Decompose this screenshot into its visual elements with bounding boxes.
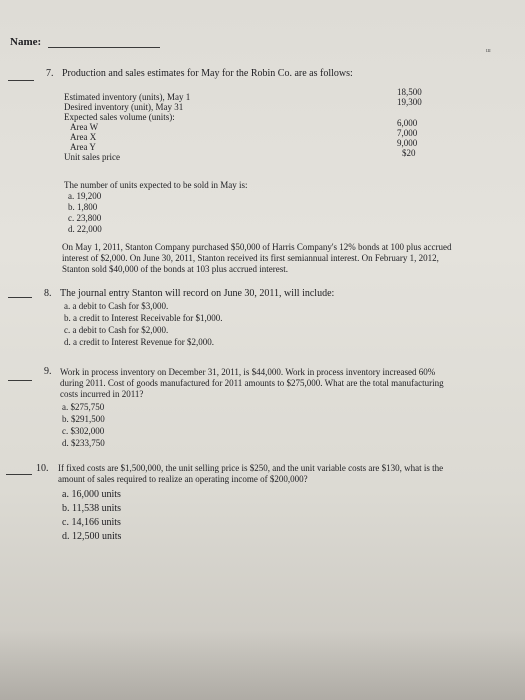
q7-row-value: $20 xyxy=(402,148,416,158)
q9-option: d. $233,750 xyxy=(62,438,105,448)
q8-option: c. a debit to Cash for $2,000. xyxy=(64,325,169,335)
corner-mark: ш xyxy=(486,48,491,54)
page-shadow xyxy=(0,630,525,700)
q8-option: b. a credit to Interest Receivable for $1,000. xyxy=(64,313,223,323)
q7-option: a. 19,200 xyxy=(68,191,102,201)
q10-option: c. 14,166 units xyxy=(62,517,121,528)
q9-prompt-line: during 2011. Cost of goods manufactured for 2011 amounts to $275,000. What are the total manufacturing xyxy=(60,378,444,388)
q8-prompt: The journal entry Stanton will record on June 30, 2011, will include: xyxy=(60,288,335,299)
q9-prompt-line: costs incurred in 2011? xyxy=(60,389,144,399)
q7-option: c. 23,800 xyxy=(68,213,102,223)
q10-option: a. 16,000 units xyxy=(62,489,121,500)
q10-prompt-line: If fixed costs are $1,500,000, the unit selling price is $250, and the unit variable costs are $130, what is the xyxy=(58,463,444,473)
q9-number: 9. xyxy=(44,366,52,377)
q10-number: 10. xyxy=(36,463,49,474)
q7-question: The number of units expected to be sold in May is: xyxy=(64,180,248,190)
q7-row-label: Desired inventory (unit), May 31 xyxy=(64,102,184,112)
q7-number: 7. xyxy=(46,68,54,79)
q10-option: d. 12,500 units xyxy=(62,531,122,542)
q7-option: b. 1,800 xyxy=(68,202,98,212)
q7-answer-blank xyxy=(8,80,34,81)
q7-prompt: Production and sales estimates for May for the Robin Co. are as follows: xyxy=(62,68,353,79)
q8-answer-blank xyxy=(8,297,32,298)
q9-prompt-line: Work in process inventory on December 31, 2011, is $44,000. Work in process inventory increased 60% xyxy=(60,367,436,377)
stanton-passage-line: interest of $2,000. On June 30, 2011, Stanton received its first semiannual interest. On February 1, 2012, xyxy=(62,253,439,263)
q8-number: 8. xyxy=(44,288,52,299)
stanton-passage-line: Stanton sold $40,000 of the bonds at 103 plus accrued interest. xyxy=(62,264,288,274)
q8-option: a. a debit to Cash for $3,000. xyxy=(64,301,169,311)
name-label: Name: xyxy=(10,36,42,48)
q7-row-value: 19,300 xyxy=(397,97,422,107)
q9-option: b. $291,500 xyxy=(62,414,105,424)
q10-option: b. 11,538 units xyxy=(62,503,122,514)
q10-prompt-line: amount of sales required to realize an operating income of $200,000? xyxy=(58,474,308,484)
q7-row-value: 9,000 xyxy=(397,138,418,148)
q9-answer-blank xyxy=(8,380,32,381)
q7-row-label: Area Y xyxy=(70,142,96,152)
q7-row-label: Area W xyxy=(70,122,99,132)
name-blank-line xyxy=(48,47,160,48)
q9-option: a. $275,750 xyxy=(62,402,105,412)
q7-option: d. 22,000 xyxy=(68,224,102,234)
q7-row-value: 6,000 xyxy=(397,118,418,128)
q7-row-value: 18,500 xyxy=(397,87,422,97)
q9-option: c. $302,000 xyxy=(62,426,105,436)
q7-row-label: Area X xyxy=(70,132,97,142)
stanton-passage-line: On May 1, 2011, Stanton Company purchased $50,000 of Harris Company's 12% bonds at 100 plus accrued xyxy=(62,242,452,252)
q10-answer-blank xyxy=(6,474,32,475)
q7-row-label: Expected sales volume (units): xyxy=(64,112,175,122)
q8-option: d. a credit to Interest Revenue for $2,000. xyxy=(64,337,214,347)
q7-row-value: 7,000 xyxy=(397,128,418,138)
q7-row-label: Unit sales price xyxy=(64,152,120,162)
q7-row-label: Estimated inventory (units), May 1 xyxy=(64,92,191,102)
